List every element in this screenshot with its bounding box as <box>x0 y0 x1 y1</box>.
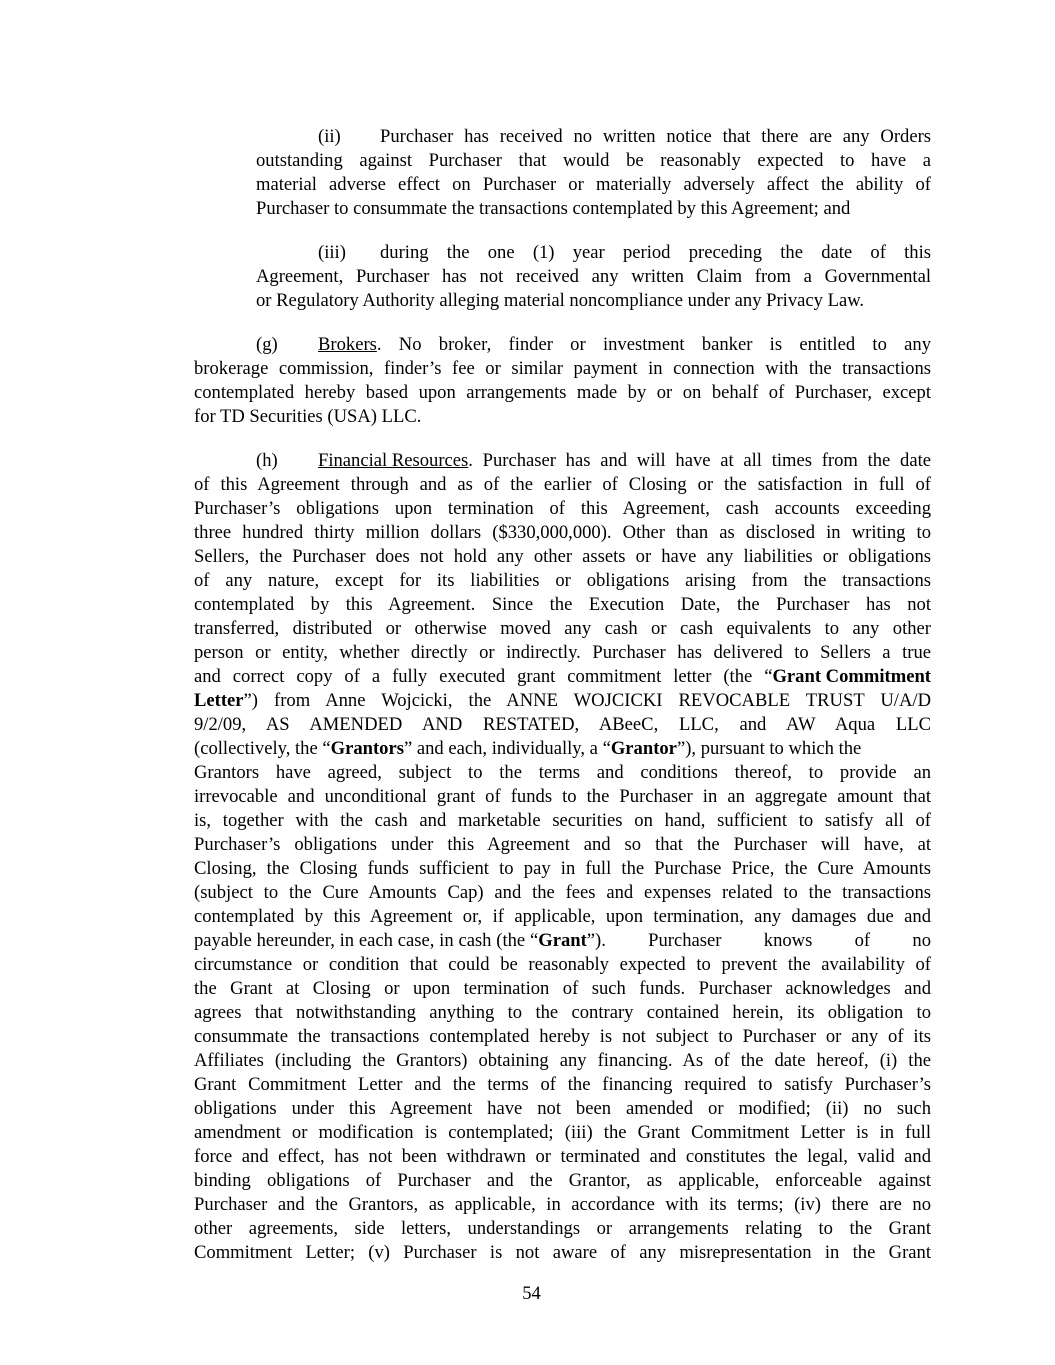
defined-term-grantor: Grantor <box>610 738 677 759</box>
paragraph-g-line-3: contemplated hereby based upon arrangements made by or on behalf of Purchaser, except <box>194 382 931 403</box>
paragraph-g-line-2: brokerage commission, finder’s fee or similar payment in connection with the transactions <box>194 358 931 379</box>
paragraph-h-line: Affiliates (including the Grantors) obtaining any financing. As of the date hereof, (i) the <box>194 1050 931 1071</box>
paragraph-h-line: agrees that notwithstanding anything to the contrary contained herein, its obligation to <box>194 1002 931 1023</box>
paragraph-h-line: obligations under this Agreement have not been amended or modified; (ii) no such <box>194 1098 931 1119</box>
paragraph-h-line: 9/2/09, AS AMENDED AND RESTATED, ABeeC, LLC, and AW Aqua LLC <box>194 714 931 735</box>
paragraph-h-financial-resources <box>194 449 931 1265</box>
paragraph-h-line: circumstance or condition that could be reasonably expected to prevent the availability of <box>194 954 931 975</box>
paragraph-ii-line-4: Purchaser to consummate the transactions contemplated by this Agreement; and <box>256 198 851 219</box>
paragraph-g-line-1: . No broker, finder or investment banker is entitled to any <box>376 334 931 355</box>
paragraph-h-line: transferred, distributed or otherwise moved any cash or cash equivalents to any other <box>194 618 931 639</box>
paragraph-iii-line-3: or Regulatory Authority alleging material noncompliance under any Privacy Law. <box>256 290 865 311</box>
paragraph-g-heading: Brokers <box>318 334 377 355</box>
paragraph-h-heading: Financial Resources <box>318 450 469 471</box>
paragraph-iii-label: (iii) <box>318 242 346 263</box>
paragraph-h-line-letter: Letter ”) from Anne Wojcicki, the ANNE WOJCICKI REVOCABLE TRUST U/A/D <box>194 690 931 711</box>
defined-term-grant: Grant <box>538 930 587 951</box>
paragraph-g-label: (g) <box>256 334 278 355</box>
defined-term-grantors: Grantors <box>330 738 404 759</box>
paragraph-h-line: Sellers, the Purchaser does not hold any other assets or have any liabilities or obligations <box>194 546 931 567</box>
paragraph-h-line: person or entity, whether directly or indirectly. Purchaser has delivered to Sellers a true <box>194 642 931 663</box>
paragraph-h-line: of any nature, except for its liabilities or obligations arising from the transactions <box>194 570 931 591</box>
paragraph-h-line: Commitment Letter; (v) Purchaser is not aware of any misrepresentation in the Grant <box>194 1242 931 1263</box>
paragraph-h-line: binding obligations of Purchaser and the Grantor, as applicable, enforceable against <box>194 1170 931 1191</box>
paragraph-ii <box>256 125 931 221</box>
paragraph-h-line-1: . Purchaser has and will have at all times from the date <box>468 450 931 471</box>
paragraph-ii-line-3: material adverse effect on Purchaser or materially adversely affect the ability of <box>256 174 931 195</box>
paragraph-g-brokers <box>194 333 931 429</box>
paragraph-h-line: Grantors have agreed, subject to the terms and conditions thereof, to provide an <box>194 762 931 783</box>
paragraph-h-line-grantors: (collectively, the “Grantors” and each, individually, a “Grantor”), pursuant to which the <box>194 738 862 759</box>
paragraph-ii-label: (ii) <box>318 126 341 147</box>
page-number: 54 <box>522 1283 541 1304</box>
paragraph-g-line-4: for TD Securities (USA) LLC. <box>194 406 422 427</box>
defined-term-grant-commitment: Grant Commitment <box>772 666 931 687</box>
paragraph-h-line: Grant Commitment Letter and the terms of the financing required to satisfy Purchaser’s <box>194 1074 931 1095</box>
paragraph-h-line: contemplated by this Agreement or, if applicable, upon termination, any damages due and <box>194 906 931 927</box>
paragraph-h-line-gcl: and correct copy of a fully executed grant commitment letter (the “ Grant Commitment <box>194 666 931 687</box>
paragraph-ii-line-1: Purchaser has received no written notice that there are any Orders <box>380 126 931 147</box>
paragraph-ii-line-2: outstanding against Purchaser that would be reasonably expected to have a <box>256 150 931 171</box>
paragraph-h-line: Purchaser’s obligations under this Agreement and so that the Purchaser will have, at <box>194 834 931 855</box>
paragraph-h-line: of this Agreement through and as of the earlier of Closing or the satisfaction in full of <box>194 474 931 495</box>
paragraph-h-line: irrevocable and unconditional grant of funds to the Purchaser in an aggregate amount that <box>194 786 931 807</box>
defined-term-letter: Letter <box>194 690 244 711</box>
paragraph-h-label: (h) <box>256 450 278 471</box>
paragraph-h-line: Closing, the Closing funds sufficient to pay in full the Purchase Price, the Cure Amounts <box>194 858 931 879</box>
paragraph-h-line: amendment or modification is contemplated; (iii) the Grant Commitment Letter is in full <box>194 1122 931 1143</box>
paragraph-iii-line-2: Agreement, Purchaser has not received any written Claim from a Governmental <box>256 266 931 287</box>
paragraph-h-line-grant: payable hereunder, in each case, in cash (the “ Grant ”). Purchaser knows of no <box>194 930 932 951</box>
paragraph-h-line: (subject to the Cure Amounts Cap) and the fees and expenses related to the transactions <box>194 882 931 903</box>
paragraph-iii <box>256 241 931 313</box>
paragraph-h-line: Purchaser and the Grantors, as applicable, in accordance with its terms; (iv) there are no <box>194 1194 931 1215</box>
paragraph-h-line: other agreements, side letters, understandings or arrangements relating to the Grant <box>194 1218 931 1239</box>
paragraph-h-line: force and effect, has not been withdrawn or terminated and constitutes the legal, valid and <box>194 1146 931 1167</box>
paragraph-h-line: the Grant at Closing or upon termination of such funds. Purchaser acknowledges and <box>194 978 931 999</box>
paragraph-h-line: is, together with the cash and marketable securities on hand, sufficient to satisfy all of <box>194 810 931 831</box>
paragraph-iii-line-1: during the one (1) year period preceding the date of this <box>380 242 931 263</box>
paragraph-h-line: Purchaser’s obligations upon termination of this Agreement, cash accounts exceeding <box>194 498 931 519</box>
paragraph-h-line: contemplated by this Agreement. Since the Execution Date, the Purchaser has not <box>194 594 931 615</box>
paragraph-h-line: consummate the transactions contemplated hereby is not subject to Purchaser or any of its <box>194 1026 931 1047</box>
paragraph-h-line: three hundred thirty million dollars ($330,000,000). Other than as disclosed in writing to <box>194 522 931 543</box>
